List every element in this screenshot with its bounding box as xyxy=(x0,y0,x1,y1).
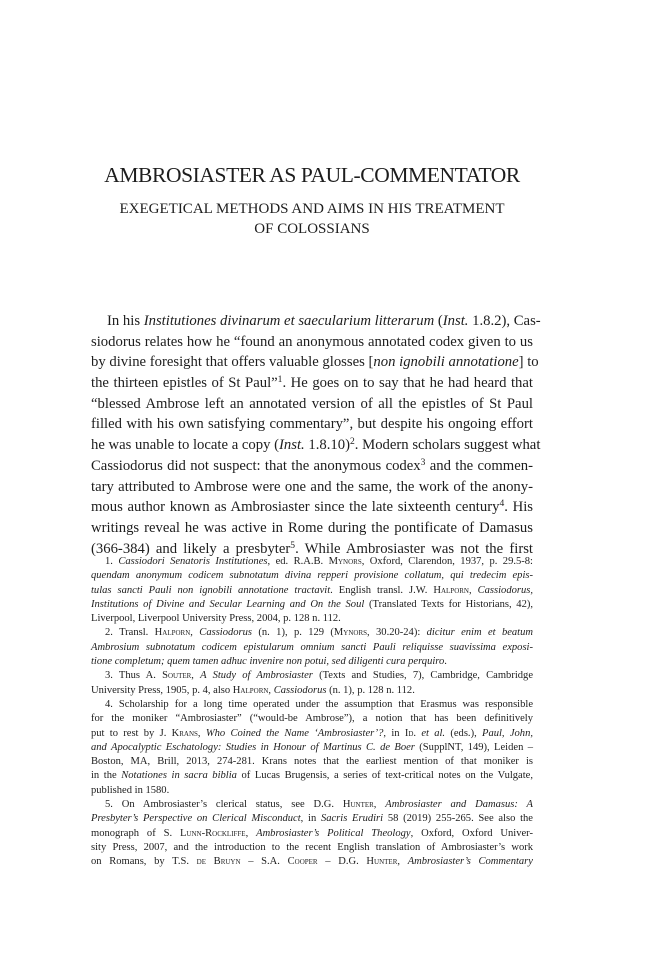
footnote-ref: 1 xyxy=(277,373,283,385)
footnote-line xyxy=(91,584,533,598)
text-span: (SupplNT, 149), Leiden – xyxy=(414,741,533,753)
footnote-line xyxy=(91,712,533,726)
text-span: , ed. R.A.B. xyxy=(267,556,329,567)
italic-span: Sacris Erudiri xyxy=(320,813,384,825)
author-name: Lunn-Rockliffe xyxy=(179,827,246,839)
text-span: 1. xyxy=(105,556,119,567)
author-name: Hunter xyxy=(342,799,374,811)
author-name: Krans xyxy=(171,727,198,739)
footnote-line xyxy=(91,798,533,812)
italic-span: quendam anonymum codicem subnotatum divina repperi provisione collatum, qui tredecim epis- xyxy=(91,570,533,582)
text-span: (n. 1), p. 128 n. 112. xyxy=(326,684,415,696)
text-span: , xyxy=(245,827,257,839)
footnote-line xyxy=(91,598,533,612)
body-line xyxy=(91,497,533,518)
text-span: (Translated Texts for Historians, 42), xyxy=(364,598,533,610)
footnote-line xyxy=(91,655,533,669)
italic-span: A Study of Ambrosiaster xyxy=(200,670,313,682)
text-span: . English transl. J.W. xyxy=(330,584,434,596)
italic-span: Presbyter’s Perspective on Clerical Misconduct xyxy=(91,813,301,825)
body-line xyxy=(91,518,533,539)
footnote-line xyxy=(91,755,533,769)
author-name: Id. xyxy=(404,727,417,739)
italic-span: Cassiodorus, xyxy=(477,584,533,596)
text-span: , Oxford, Clarendon, 1937, p. 29.5-8: xyxy=(361,556,533,567)
text-span: 2. Transl. xyxy=(105,627,155,639)
italic-span: Ambrosiaster and Damasus: A xyxy=(385,799,533,811)
text-span: , xyxy=(397,856,408,868)
italic-span: Paul, John, xyxy=(482,727,533,739)
author-name: Mynors xyxy=(333,627,368,639)
footnote-line xyxy=(91,626,533,640)
subtitle-line: OF COLOSSIANS xyxy=(254,221,370,237)
text-span: 4. Scholarship for a long time operated under the assumption that Erasmus was responsible xyxy=(105,698,533,710)
text-span: of Lucas Brugensis, a series of text-critical notes on the Vulgate, xyxy=(236,770,533,782)
body-line xyxy=(91,394,533,415)
italic-span: Inst. xyxy=(279,437,305,454)
text-span: , xyxy=(197,727,206,739)
footnote-line xyxy=(91,569,533,583)
text-span: siodorus relates how he “found an anonymous annotated codex given to us xyxy=(91,333,533,350)
footnote-ref: 4 xyxy=(499,497,505,509)
footnote-line xyxy=(91,612,533,626)
text-span: 3. Thus A. xyxy=(105,670,163,682)
text-span: – S.A. xyxy=(240,856,288,868)
italic-span: Ambrosiaster’s Political Theology xyxy=(256,827,411,839)
text-span: , in xyxy=(300,813,321,825)
text-span: In his xyxy=(107,313,144,329)
body-line xyxy=(91,477,533,498)
author-name: Cooper xyxy=(287,856,318,868)
text-span: , 30.20-24): xyxy=(367,627,427,639)
italic-span: Notationes in sacra biblia xyxy=(121,770,237,782)
author-name: de Bruyn xyxy=(196,856,241,868)
italic-span: Cassiodorus xyxy=(199,627,253,639)
italic-span: and Apocalyptic Eschatology: Studies in Honour of Martinus C. de Boer xyxy=(91,741,415,753)
italic-span: tulas sancti Pauli non ignobili annotatione tractavit xyxy=(91,584,331,596)
author-name: Souter xyxy=(162,670,192,682)
footnote-line xyxy=(91,812,533,826)
body-text xyxy=(91,311,541,559)
text-span: monograph of S. xyxy=(91,827,180,839)
text-span: , xyxy=(190,627,200,639)
text-span: ] to xyxy=(518,354,539,371)
text-span: “blessed Ambrose left an annotated version of all the epistles of St Paul xyxy=(91,395,533,412)
text-span: put to rest by J. xyxy=(91,727,172,739)
italic-span: Ambrosiaster’s Commentary xyxy=(407,856,533,868)
text-span: , Oxford, Oxford Univer- xyxy=(410,827,533,839)
footnote-line xyxy=(91,841,533,855)
body-line xyxy=(91,332,533,353)
author-name: Hunter xyxy=(366,856,398,868)
footnote-line xyxy=(91,727,533,741)
text-span: tary attributed to Ambrose were one and the same, the work of the anony- xyxy=(91,478,533,495)
text-span: published in 1580. xyxy=(91,784,170,796)
text-span: for the moniker “Ambrosiaster” (“would-be Ambrose”), a notion that has been definitively xyxy=(91,713,533,725)
text-span: in the xyxy=(91,770,122,782)
author-name: Halporn xyxy=(232,684,269,696)
author-name: Mynors xyxy=(328,556,362,567)
footnote-line xyxy=(91,741,533,755)
footnote-line xyxy=(91,555,533,569)
footnote-line xyxy=(91,641,533,655)
body-line xyxy=(91,373,533,394)
text-span: (eds.), xyxy=(445,727,483,739)
text-span: , in xyxy=(383,727,405,739)
subtitle-line: EXEGETICAL METHODS AND AIMS IN HIS TREATMENT xyxy=(119,201,505,217)
text-span: , xyxy=(373,799,386,811)
italic-span: tione completum; quem tamen adhuc invenire non potui, sed diligenti cura perquiro xyxy=(91,656,445,668)
italic-span: dicitur enim et beatum xyxy=(426,627,533,639)
text-span: 58 (2019) 255-265. See also the xyxy=(383,813,533,825)
footnote-line xyxy=(91,769,533,783)
text-span: and the commen- xyxy=(425,457,533,474)
text-span: – D.G. xyxy=(317,856,367,868)
footnote-line xyxy=(91,698,533,712)
footnote-line xyxy=(91,784,533,798)
italic-span: Institutiones divinarum et saecularium litterarum xyxy=(143,313,435,329)
text-span: by divine foresight that offers valuable glosses [ xyxy=(91,354,374,371)
body-line xyxy=(91,435,541,456)
italic-span: Cassiodorus xyxy=(273,684,327,696)
italic-span: non ignobili annotatione xyxy=(373,354,519,371)
text-span: (n. 1), p. 129 ( xyxy=(252,627,334,639)
italic-span: Cassiodori Senatoris Institutiones xyxy=(118,556,268,567)
text-span: , xyxy=(268,684,274,696)
italic-span: Who Coined the Name ‘Ambrosiaster’? xyxy=(205,727,384,739)
text-span: . While Ambrosiaster was not the first xyxy=(295,540,534,557)
italic-span: Ambrosium subnotatum codicem epistularum omnium sancti Pauli reliquisse suavissima exposi- xyxy=(91,641,533,653)
page-title: AMBROSIASTER AS PAUL-COMMENTATOR xyxy=(104,163,520,187)
text-span: ( xyxy=(434,313,443,329)
text-span: . He goes on to say that he had heard that xyxy=(282,375,533,392)
footnote-ref: 2 xyxy=(350,435,355,447)
text-span: , xyxy=(468,584,478,596)
footnote-ref: 3 xyxy=(420,456,426,468)
text-span: 1.8.10) xyxy=(304,437,351,454)
italic-span: Institutions of Divine and Secular Learning and On the Soul xyxy=(91,598,365,610)
text-span: mous author known as Ambrosiaster since the late sixteenth century xyxy=(91,499,500,516)
footnote-line xyxy=(91,684,533,698)
text-span: sity Press, 2007, and the introduction to the recent English translation of Ambrosiaster’s work xyxy=(91,841,533,853)
text-span: filled with his own satisfying commentary”, but despite his ongoing effort xyxy=(91,416,533,433)
text-span: writings reveal he was active in Rome during the pontificate of Damasus xyxy=(91,519,533,536)
author-name: Halporn xyxy=(433,584,469,596)
text-span: . xyxy=(444,656,447,668)
author-name: Halporn xyxy=(154,627,191,639)
text-span: University Press, 1905, p. 4, also xyxy=(91,684,233,696)
text-span: (366-384) and likely a presbyter xyxy=(91,540,291,557)
text-span: on Romans, by T.S. xyxy=(91,856,197,868)
footnotes xyxy=(91,555,533,870)
text-span: 1.8.2), Cas- xyxy=(468,313,541,329)
italic-span: et al. xyxy=(421,727,446,739)
text-span: Cassiodorus did not suspect: that the anonymous codex xyxy=(91,457,421,474)
text-span: Liverpool, Liverpool University Press, 2004, p. 128 n. 112. xyxy=(91,613,341,625)
footnote-line xyxy=(91,855,533,869)
body-line xyxy=(91,311,541,332)
italic-span: Inst. xyxy=(442,313,469,329)
footnote-ref: 5 xyxy=(290,539,296,551)
body-line xyxy=(91,414,533,435)
text-span: (Texts and Studies, 7), Cambridge, Cambridge xyxy=(312,670,533,682)
body-line xyxy=(91,456,533,477)
footnote-line xyxy=(91,669,533,683)
text-span: the thirteen epistles of St Paul” xyxy=(91,375,278,392)
page-subtitle xyxy=(91,199,533,239)
text-span: . Modern scholars suggest what xyxy=(354,437,541,454)
text-span: he was unable to locate a copy ( xyxy=(91,437,280,454)
text-span: , xyxy=(191,670,201,682)
footnote-line xyxy=(91,827,533,841)
text-span: Boston, MA, Brill, 2013, 274-281. Krans notes that the earliest mention of that moniker is xyxy=(91,756,533,768)
text-span: . His xyxy=(504,499,533,516)
body-line xyxy=(91,352,539,373)
text-span: 5. On Ambrosiaster’s clerical status, see D.G. xyxy=(105,799,343,811)
